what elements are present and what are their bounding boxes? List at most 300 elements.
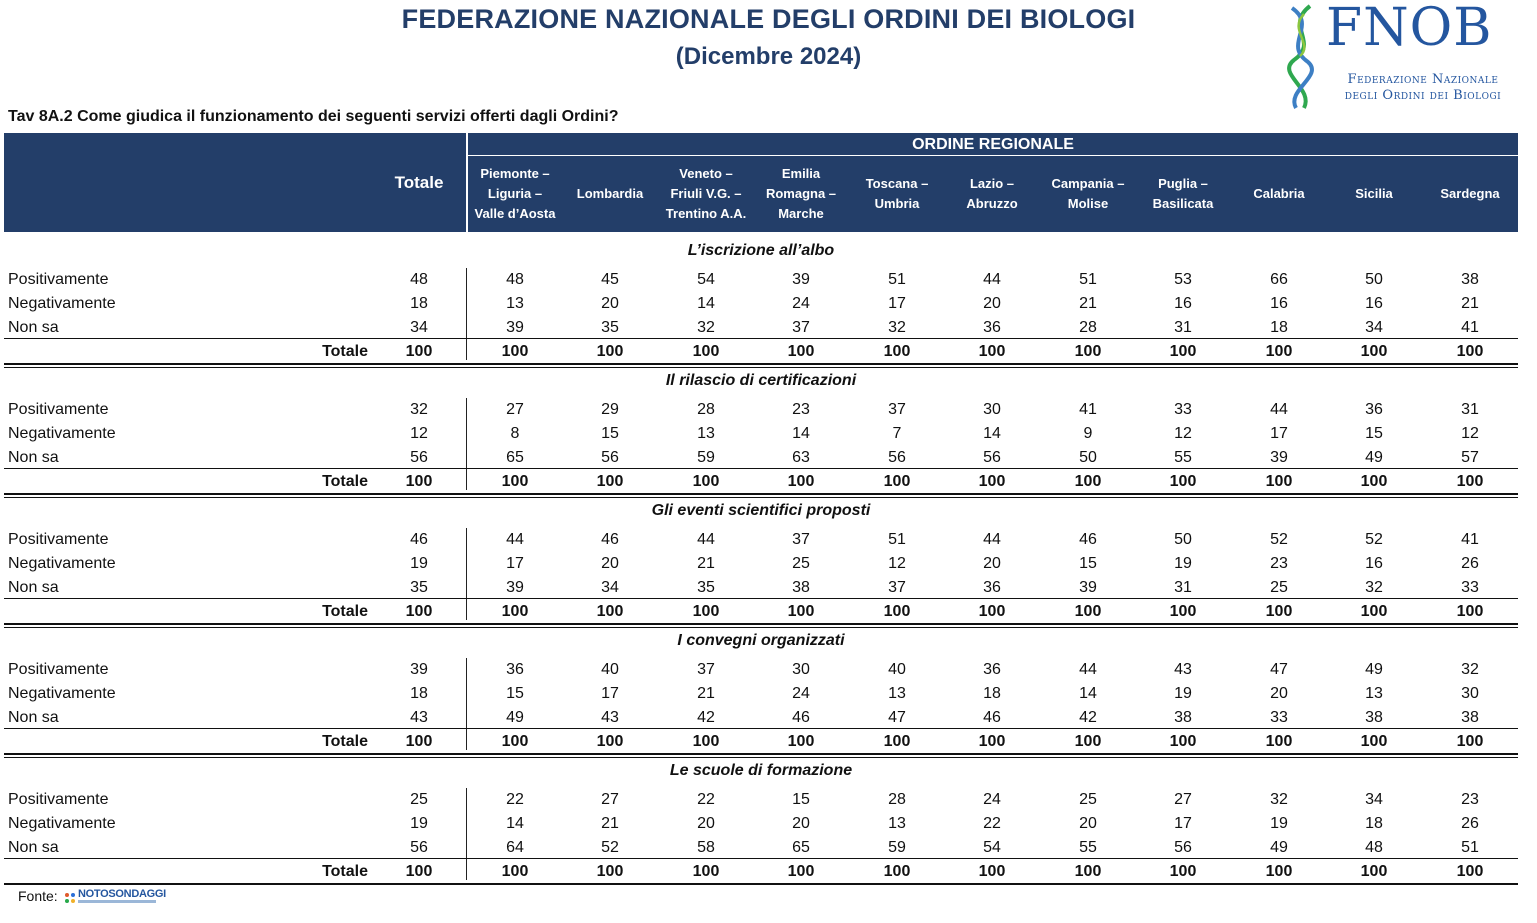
cell-value: 36 — [506, 661, 524, 678]
table-row — [4, 706, 1518, 730]
table-row — [4, 268, 1518, 292]
table-row — [4, 552, 1518, 576]
row-label: Positivamente — [8, 531, 109, 548]
section — [4, 630, 1518, 760]
cell-value: 100 — [1169, 863, 1197, 880]
cell-value: 100 — [1074, 863, 1102, 880]
table-row — [4, 292, 1518, 316]
cell-value: 18 — [1270, 319, 1288, 336]
cell-totale: 34 — [410, 319, 428, 336]
cell-value: 100 — [1265, 863, 1293, 880]
cell-value: 27 — [506, 401, 524, 418]
row-label: Negativamente — [8, 295, 116, 312]
cell-value: 15 — [601, 425, 619, 442]
cell-value: 59 — [888, 839, 906, 856]
cell-value: 56 — [1174, 839, 1192, 856]
cell-value: 32 — [1365, 579, 1383, 596]
cell-value: 100 — [1265, 603, 1293, 620]
cell-value: 50 — [1365, 271, 1383, 288]
cell-value: 40 — [888, 661, 906, 678]
cell-value: 100 — [692, 733, 720, 750]
cell-value: 37 — [792, 531, 810, 548]
cell-value: 37 — [888, 579, 906, 596]
cell-value: 34 — [601, 579, 619, 596]
cell-value: 27 — [601, 791, 619, 808]
row-label: Totale — [322, 343, 368, 360]
cell-value: 49 — [506, 709, 524, 726]
cell-value: 13 — [888, 685, 906, 702]
cell-value: 14 — [697, 295, 715, 312]
cell-value: 100 — [978, 733, 1006, 750]
cell-value: 51 — [1461, 839, 1479, 856]
cell-value: 100 — [883, 603, 911, 620]
cell-value: 56 — [601, 449, 619, 466]
cell-value: 52 — [601, 839, 619, 856]
cell-value: 46 — [983, 709, 1001, 726]
cell-value: 14 — [792, 425, 810, 442]
cell-value: 21 — [1461, 295, 1479, 312]
logo-line-2: degli Ordini dei Biologi — [1344, 88, 1502, 103]
section-rule-secondary — [4, 757, 1518, 758]
section — [4, 370, 1518, 500]
cell-value: 100 — [1360, 733, 1388, 750]
row-label: Totale — [322, 473, 368, 490]
table-row — [4, 422, 1518, 446]
cell-value: 30 — [792, 661, 810, 678]
cell-value: 17 — [1174, 815, 1192, 832]
cell-totale: 25 — [410, 791, 428, 808]
cell-value: 26 — [1461, 555, 1479, 572]
section — [4, 500, 1518, 630]
total-row — [4, 340, 1518, 364]
cell-totale: 100 — [405, 863, 433, 880]
cell-value: 59 — [697, 449, 715, 466]
cell-value: 32 — [1270, 791, 1288, 808]
cell-value: 100 — [1360, 863, 1388, 880]
section-rule-secondary — [4, 627, 1518, 628]
cell-value: 52 — [1365, 531, 1383, 548]
cell-totale: 32 — [410, 401, 428, 418]
source-logo-text: NOTOSONDAGGI — [78, 888, 166, 900]
cell-value: 100 — [787, 863, 815, 880]
cell-value: 32 — [888, 319, 906, 336]
cell-value: 65 — [506, 449, 524, 466]
cell-value: 31 — [1174, 579, 1192, 596]
cell-value: 64 — [506, 839, 524, 856]
total-row — [4, 730, 1518, 754]
cell-value: 21 — [697, 685, 715, 702]
cell-value: 44 — [983, 271, 1001, 288]
cell-value: 100 — [883, 863, 911, 880]
row-label: Negativamente — [8, 685, 116, 702]
page-subtitle: (Dicembre 2024) — [675, 43, 862, 70]
cell-value: 39 — [1079, 579, 1097, 596]
row-label: Non sa — [8, 319, 59, 336]
cell-value: 13 — [506, 295, 524, 312]
table-row — [4, 836, 1518, 860]
cell-value: 44 — [506, 531, 524, 548]
cell-totale: 18 — [410, 685, 428, 702]
cell-value: 100 — [883, 733, 911, 750]
cell-totale: 12 — [410, 425, 428, 442]
table-row — [4, 528, 1518, 552]
total-rule — [4, 598, 1518, 599]
cell-value: 37 — [792, 319, 810, 336]
cell-value: 100 — [692, 473, 720, 490]
fnob-logo — [1280, 0, 1530, 110]
row-label: Positivamente — [8, 791, 109, 808]
cell-value: 30 — [1461, 685, 1479, 702]
section — [4, 240, 1518, 370]
table-row — [4, 812, 1518, 836]
cell-value: 13 — [888, 815, 906, 832]
cell-value: 100 — [978, 863, 1006, 880]
cell-value: 47 — [888, 709, 906, 726]
cell-totale: 100 — [405, 343, 433, 360]
cell-value: 54 — [983, 839, 1001, 856]
cell-totale: 43 — [410, 709, 428, 726]
cell-value: 39 — [1270, 449, 1288, 466]
cell-value: 18 — [983, 685, 1001, 702]
cell-totale: 48 — [410, 271, 428, 288]
section-title: Le scuole di formazione — [669, 762, 853, 779]
cell-value: 19 — [1270, 815, 1288, 832]
cell-value: 25 — [792, 555, 810, 572]
cell-value: 51 — [888, 271, 906, 288]
cell-value: 36 — [983, 661, 1001, 678]
cell-value: 100 — [501, 733, 529, 750]
column-header: Veneto – Friuli V.G. – Trentino A.A. — [665, 166, 747, 221]
section-title: Il rilascio di certificazioni — [665, 372, 857, 389]
column-header: Sicilia — [1355, 186, 1393, 201]
header-totale: Totale — [394, 173, 444, 192]
cell-value: 14 — [1079, 685, 1097, 702]
cell-value: 8 — [510, 425, 520, 442]
cell-value: 100 — [1456, 473, 1484, 490]
cell-value: 100 — [978, 343, 1006, 360]
cell-value: 100 — [1265, 343, 1293, 360]
cell-value: 25 — [1079, 791, 1097, 808]
table-row — [4, 576, 1518, 600]
table-row — [4, 658, 1518, 682]
cell-value: 16 — [1174, 295, 1192, 312]
cell-value: 47 — [1270, 661, 1288, 678]
section-rule — [4, 623, 1518, 625]
cell-value: 24 — [792, 685, 810, 702]
row-label: Non sa — [8, 579, 59, 596]
cell-value: 34 — [1365, 791, 1383, 808]
cell-value: 63 — [792, 449, 810, 466]
cell-value: 30 — [983, 401, 1001, 418]
cell-value: 100 — [1265, 473, 1293, 490]
cell-value: 51 — [1079, 271, 1097, 288]
column-header: Lazio – Abruzzo — [966, 176, 1018, 211]
ordine-regionale-label: ORDINE REGIONALE — [912, 136, 1074, 153]
cell-value: 20 — [1079, 815, 1097, 832]
cell-value: 37 — [888, 401, 906, 418]
cell-value: 49 — [1270, 839, 1288, 856]
total-rule — [4, 468, 1518, 469]
cell-value: 43 — [601, 709, 619, 726]
cell-value: 50 — [1079, 449, 1097, 466]
cell-value: 22 — [983, 815, 1001, 832]
cell-value: 36 — [983, 319, 1001, 336]
total-rule — [4, 728, 1518, 729]
cell-value: 100 — [883, 473, 911, 490]
cell-value: 13 — [1365, 685, 1383, 702]
cell-value: 46 — [792, 709, 810, 726]
cell-value: 32 — [1461, 661, 1479, 678]
logo-line-1: Federazione Nazionale — [1347, 72, 1499, 87]
cell-value: 57 — [1461, 449, 1479, 466]
cell-totale: 35 — [410, 579, 428, 596]
cell-value: 23 — [1270, 555, 1288, 572]
cell-value: 19 — [1174, 555, 1192, 572]
row-label: Negativamente — [8, 555, 116, 572]
cell-value: 40 — [601, 661, 619, 678]
section-rule-secondary — [4, 497, 1518, 498]
cell-value: 31 — [1461, 401, 1479, 418]
cell-value: 100 — [501, 473, 529, 490]
section-rule — [4, 883, 1518, 885]
cell-value: 48 — [506, 271, 524, 288]
header-rule — [468, 155, 1518, 156]
cell-totale: 39 — [410, 661, 428, 678]
total-rule — [4, 338, 1518, 339]
cell-value: 15 — [1079, 555, 1097, 572]
cell-value: 37 — [697, 661, 715, 678]
cell-value: 34 — [1365, 319, 1383, 336]
cell-totale: 19 — [410, 555, 428, 572]
cell-value: 23 — [792, 401, 810, 418]
cell-value: 100 — [596, 343, 624, 360]
section-title: Gli eventi scientifici proposti — [651, 502, 871, 519]
cell-value: 33 — [1174, 401, 1192, 418]
cell-value: 28 — [697, 401, 715, 418]
cell-value: 49 — [1365, 661, 1383, 678]
cell-value: 24 — [792, 295, 810, 312]
cell-value: 100 — [1169, 473, 1197, 490]
cell-totale: 19 — [410, 815, 428, 832]
cell-value: 42 — [697, 709, 715, 726]
cell-value: 17 — [601, 685, 619, 702]
cell-value: 100 — [787, 733, 815, 750]
cell-value: 38 — [1174, 709, 1192, 726]
cell-value: 100 — [787, 473, 815, 490]
cell-value: 20 — [601, 555, 619, 572]
cell-value: 20 — [601, 295, 619, 312]
cell-value: 20 — [983, 295, 1001, 312]
row-label: Positivamente — [8, 271, 109, 288]
section-title: I convegni organizzati — [677, 632, 845, 649]
cell-value: 12 — [888, 555, 906, 572]
source-label: Fonte: — [18, 888, 58, 904]
cell-value: 44 — [983, 531, 1001, 548]
source-logo — [64, 888, 166, 906]
cell-value: 100 — [501, 863, 529, 880]
source-logo-icon — [64, 892, 76, 904]
cell-value: 17 — [888, 295, 906, 312]
cell-value: 12 — [1174, 425, 1192, 442]
total-row — [4, 600, 1518, 624]
table-row — [4, 788, 1518, 812]
cell-value: 17 — [1270, 425, 1288, 442]
cell-value: 100 — [1456, 343, 1484, 360]
cell-value: 55 — [1174, 449, 1192, 466]
cell-value: 28 — [888, 791, 906, 808]
cell-value: 100 — [1360, 473, 1388, 490]
cell-value: 100 — [596, 863, 624, 880]
cell-value: 44 — [1079, 661, 1097, 678]
cell-value: 9 — [1083, 425, 1093, 442]
cell-value: 29 — [601, 401, 619, 418]
cell-value: 100 — [692, 343, 720, 360]
cell-value: 56 — [983, 449, 1001, 466]
cell-value: 41 — [1079, 401, 1097, 418]
cell-value: 39 — [792, 271, 810, 288]
cell-value: 100 — [1456, 733, 1484, 750]
row-label: Totale — [322, 863, 368, 880]
page-title: FEDERAZIONE NAZIONALE DEGLI ORDINI DEI BIOLOGI — [401, 4, 1136, 34]
cell-value: 35 — [601, 319, 619, 336]
row-label: Negativamente — [8, 425, 116, 442]
cell-value: 100 — [1169, 343, 1197, 360]
column-header: Piemonte – Liguria – Valle d’Aosta — [474, 166, 556, 221]
cell-value: 65 — [792, 839, 810, 856]
cell-value: 56 — [888, 449, 906, 466]
cell-value: 100 — [1360, 343, 1388, 360]
cell-value: 19 — [1174, 685, 1192, 702]
cell-value: 52 — [1270, 531, 1288, 548]
row-label: Positivamente — [8, 401, 109, 418]
section — [4, 760, 1518, 890]
total-rule — [4, 858, 1518, 859]
table-row — [4, 682, 1518, 706]
cell-value: 35 — [697, 579, 715, 596]
section-title: L’iscrizione all’albo — [687, 242, 835, 259]
cell-value: 18 — [1365, 815, 1383, 832]
cell-value: 100 — [1074, 603, 1102, 620]
cell-value: 16 — [1365, 555, 1383, 572]
cell-value: 100 — [596, 603, 624, 620]
row-label: Non sa — [8, 839, 59, 856]
cell-value: 20 — [983, 555, 1001, 572]
cell-value: 41 — [1461, 319, 1479, 336]
row-label: Totale — [322, 603, 368, 620]
cell-value: 20 — [1270, 685, 1288, 702]
cell-value: 46 — [601, 531, 619, 548]
cell-value: 53 — [1174, 271, 1192, 288]
section-rule — [4, 753, 1518, 755]
cell-value: 15 — [792, 791, 810, 808]
cell-value: 100 — [1169, 603, 1197, 620]
cell-totale: 46 — [410, 531, 428, 548]
cell-value: 51 — [888, 531, 906, 548]
cell-value: 23 — [1461, 791, 1479, 808]
cell-value: 38 — [1461, 271, 1479, 288]
cell-value: 21 — [697, 555, 715, 572]
cell-value: 54 — [697, 271, 715, 288]
cell-value: 100 — [978, 603, 1006, 620]
cell-value: 100 — [787, 603, 815, 620]
cell-value: 100 — [1456, 603, 1484, 620]
cell-value: 31 — [1174, 319, 1192, 336]
cell-value: 100 — [1360, 603, 1388, 620]
cell-value: 12 — [1461, 425, 1479, 442]
cell-value: 48 — [1365, 839, 1383, 856]
cell-value: 24 — [983, 791, 1001, 808]
cell-value: 25 — [1270, 579, 1288, 596]
column-header: Lombardia — [576, 186, 644, 201]
cell-value: 39 — [506, 319, 524, 336]
cell-value: 36 — [983, 579, 1001, 596]
cell-value: 46 — [1079, 531, 1097, 548]
column-header: Campania – Molise — [1051, 176, 1125, 211]
cell-value: 15 — [506, 685, 524, 702]
cell-value: 100 — [883, 343, 911, 360]
cell-value: 100 — [1265, 733, 1293, 750]
table-caption: Tav 8A.2 Come giudica il funzionamento dei seguenti servizi offerti dagli Ordini? — [8, 108, 619, 125]
row-label: Non sa — [8, 449, 59, 466]
cell-value: 32 — [697, 319, 715, 336]
cell-value: 20 — [792, 815, 810, 832]
cell-value: 26 — [1461, 815, 1479, 832]
cell-value: 58 — [697, 839, 715, 856]
cell-value: 39 — [506, 579, 524, 596]
cell-value: 100 — [1074, 473, 1102, 490]
cell-value: 100 — [501, 343, 529, 360]
cell-value: 28 — [1079, 319, 1097, 336]
cell-value: 14 — [983, 425, 1001, 442]
cell-totale: 56 — [410, 839, 428, 856]
cell-value: 36 — [1365, 401, 1383, 418]
column-header: Toscana – Umbria — [865, 176, 929, 211]
cell-value: 100 — [978, 473, 1006, 490]
cell-value: 100 — [1074, 733, 1102, 750]
cell-value: 21 — [1079, 295, 1097, 312]
cell-value: 42 — [1079, 709, 1097, 726]
cell-totale: 100 — [405, 733, 433, 750]
cell-value: 100 — [501, 603, 529, 620]
cell-value: 16 — [1270, 295, 1288, 312]
cell-value: 49 — [1365, 449, 1383, 466]
cell-value: 45 — [601, 271, 619, 288]
cell-value: 100 — [692, 863, 720, 880]
row-label: Totale — [322, 733, 368, 750]
cell-value: 38 — [1461, 709, 1479, 726]
cell-value: 38 — [792, 579, 810, 596]
column-header: Sardegna — [1440, 186, 1500, 201]
cell-totale: 100 — [405, 603, 433, 620]
cell-value: 50 — [1174, 531, 1192, 548]
cell-value: 15 — [1365, 425, 1383, 442]
total-row — [4, 470, 1518, 494]
cell-value: 13 — [697, 425, 715, 442]
table-row — [4, 316, 1518, 340]
cell-totale: 56 — [410, 449, 428, 466]
cell-value: 100 — [596, 473, 624, 490]
cell-value: 33 — [1461, 579, 1479, 596]
column-header: Puglia – Basilicata — [1152, 176, 1214, 211]
source-logo-underline — [78, 900, 156, 903]
cell-value: 100 — [692, 603, 720, 620]
table-header — [4, 133, 1518, 232]
section-rule-secondary — [4, 367, 1518, 368]
cell-value: 16 — [1365, 295, 1383, 312]
section-rule — [4, 493, 1518, 495]
cell-value: 14 — [506, 815, 524, 832]
cell-value: 22 — [506, 791, 524, 808]
